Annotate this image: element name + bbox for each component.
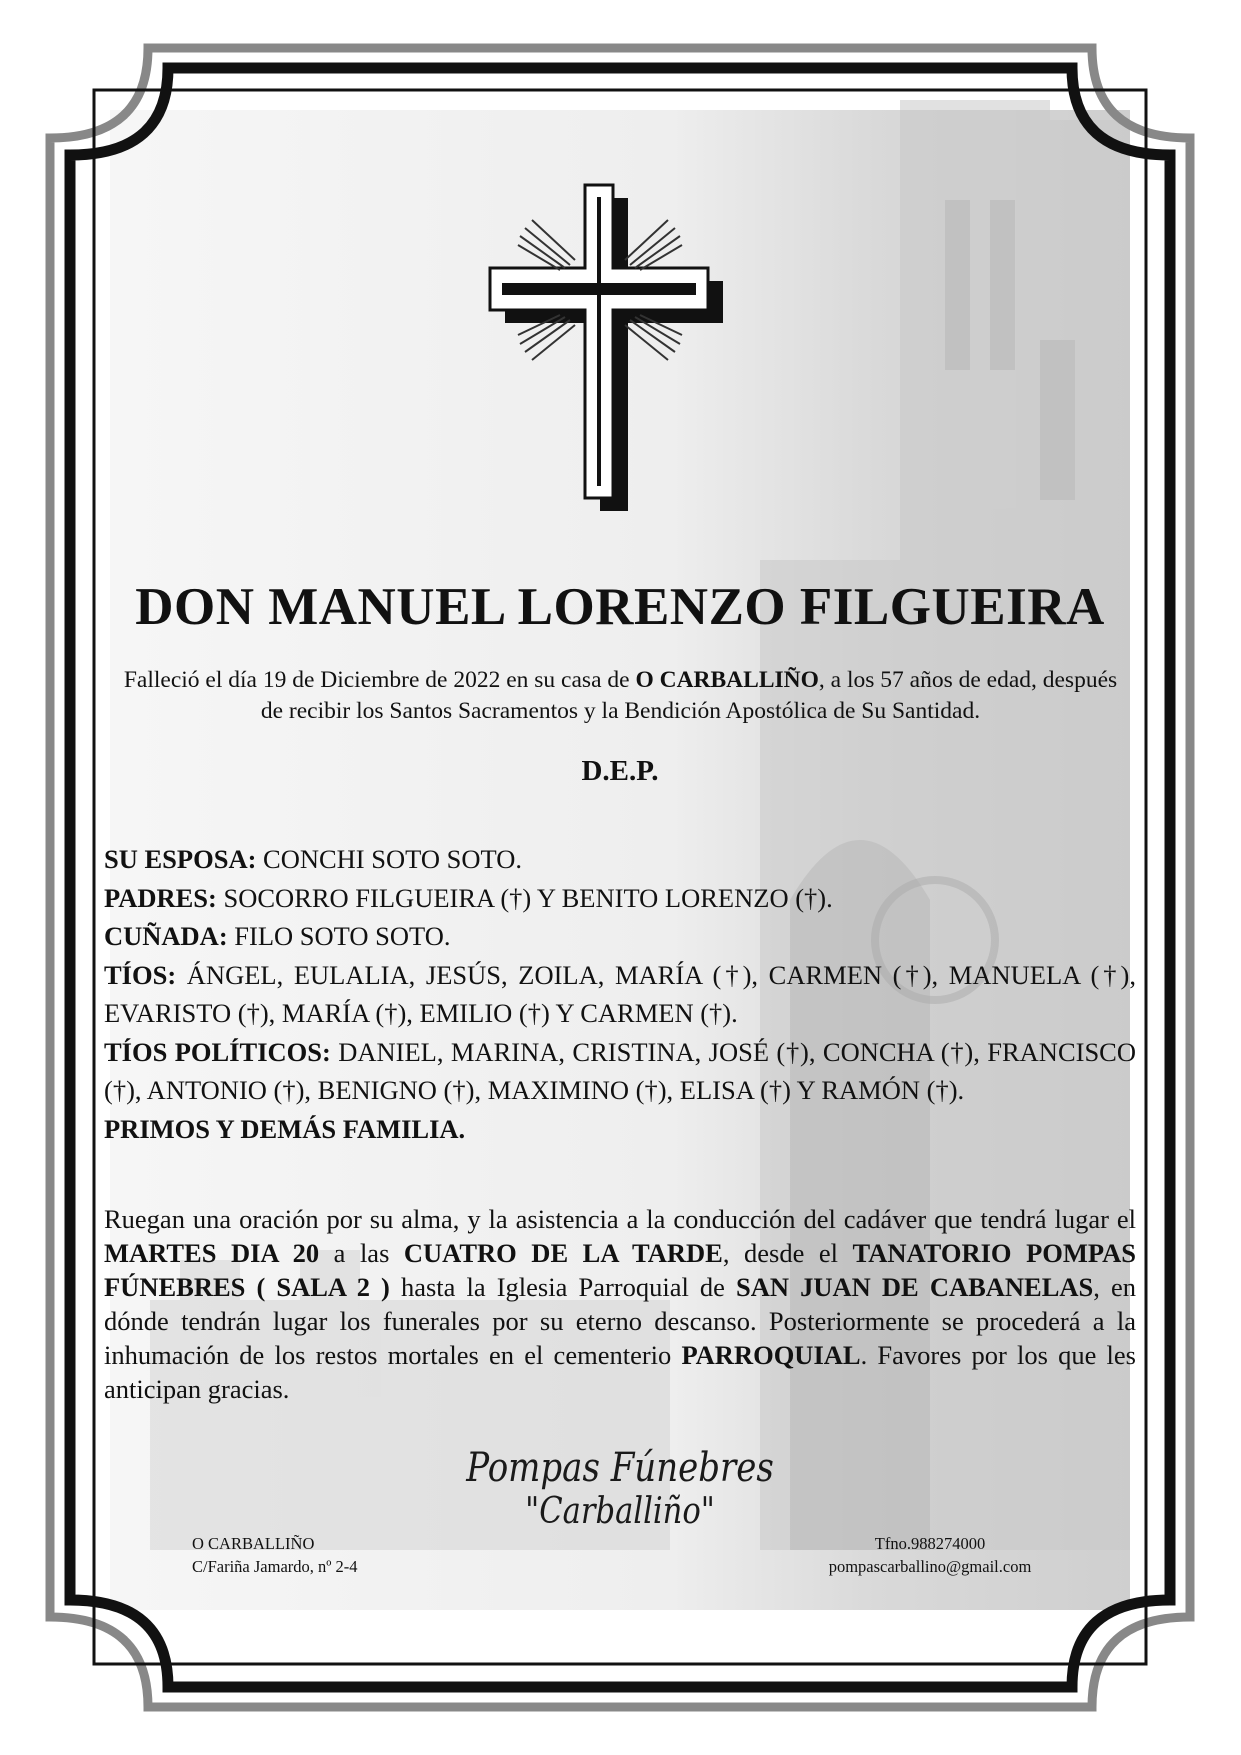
service-cemetery: PARROQUIAL <box>681 1340 861 1370</box>
family-entry <box>104 1033 1136 1110</box>
service-text: , en dónde tendrán lugar los funerales por su eterno descanso. Posteriormente se procederá a la inhumación de los restos mortales en el cementerio <box>104 1272 1136 1370</box>
intro-text-1: Falleció el día 19 de Diciembre de 2022 en su casa de <box>123 667 636 693</box>
family-text: FILO SOTO SOTO. <box>227 921 451 951</box>
death-notice-intro <box>118 665 1123 727</box>
family-label: PRIMOS Y DEMÁS FAMILIA. <box>104 1113 466 1144</box>
footer-contact <box>800 1532 1060 1578</box>
logo-line-1: Pompas Fúnebres <box>466 1445 774 1491</box>
logo-line-2: "Carballiño" <box>525 1491 715 1532</box>
footer-town: O CARBALLIÑO <box>192 1534 315 1553</box>
family-text: DANIEL, MARINA, CRISTINA, JOSÉ (†), CONCHA (†), FRANCISCO (†), ANTONIO (†), BENIGNO (†), MAXIMINO (†), ELISA (†) Y RAMÓN (†). <box>104 1036 1136 1105</box>
service-text: , desde el <box>722 1238 853 1268</box>
cross-icon <box>460 180 740 520</box>
family-text: SOCORRO FILGUEIRA (†) Y BENITO LORENZO (†). <box>216 882 833 913</box>
family-label: TÍOS: <box>104 959 177 990</box>
intro-text-2: , a los 57 años de edad, después de recibir los Santos Sacramentos y la Bendición Apostólica de Su Santidad. <box>260 667 1118 724</box>
service-church: SAN JUAN DE CABANELAS <box>736 1272 1094 1302</box>
family-entry <box>104 917 1136 956</box>
service-text: . Favores por los que les anticipan gracias. <box>104 1340 1136 1404</box>
footer-street: C/Fariña Jamardo, nº 2-4 <box>192 1557 358 1576</box>
family-label: PADRES: <box>104 882 217 913</box>
service-paragraph <box>104 1202 1136 1406</box>
intro-place: O CARBALLIÑO <box>635 667 819 693</box>
deceased-name: DON MANUEL LORENZO FILGUEIRA <box>135 578 1105 636</box>
service-text: a las <box>319 1238 404 1268</box>
family-entry <box>104 840 1136 879</box>
family-list <box>104 840 1136 1148</box>
service-text: Ruegan una oración por su alma, y la asistencia a la conducción del cadáver que tendrá lugar el <box>104 1204 1136 1234</box>
family-entry <box>104 1110 1136 1149</box>
funeral-home-logo <box>430 1445 810 1533</box>
footer-email: pompascarballino@gmail.com <box>828 1557 1032 1576</box>
family-label: SU ESPOSA: <box>104 844 257 874</box>
family-label: TÍOS POLÍTICOS: <box>104 1036 331 1067</box>
family-text: CONCHI SOTO SOTO. <box>256 844 522 874</box>
family-entry <box>104 956 1136 1033</box>
dep-heading: D.E.P. <box>581 755 659 787</box>
service-time: CUATRO DE LA TARDE <box>403 1238 723 1268</box>
cross-emblem <box>460 180 740 520</box>
family-entry <box>104 879 1136 918</box>
footer-address <box>192 1532 358 1578</box>
service-place: TANATORIO POMPAS FÚNEBRES ( SALA 2 ) <box>104 1238 1136 1302</box>
service-text: hasta la Iglesia Parroquial de <box>389 1272 737 1302</box>
family-label: CUÑADA: <box>104 921 228 951</box>
footer-phone: Tfno.988274000 <box>874 1534 986 1553</box>
family-text: ÁNGEL, EULALIA, JESÚS, ZOILA, MARÍA (†), CARMEN (†), MANUELA (†), EVARISTO (†), MARÍA (†), EMILIO (†) Y CARMEN (†). <box>104 959 1136 1028</box>
service-day: MARTES DIA 20 <box>104 1238 320 1268</box>
